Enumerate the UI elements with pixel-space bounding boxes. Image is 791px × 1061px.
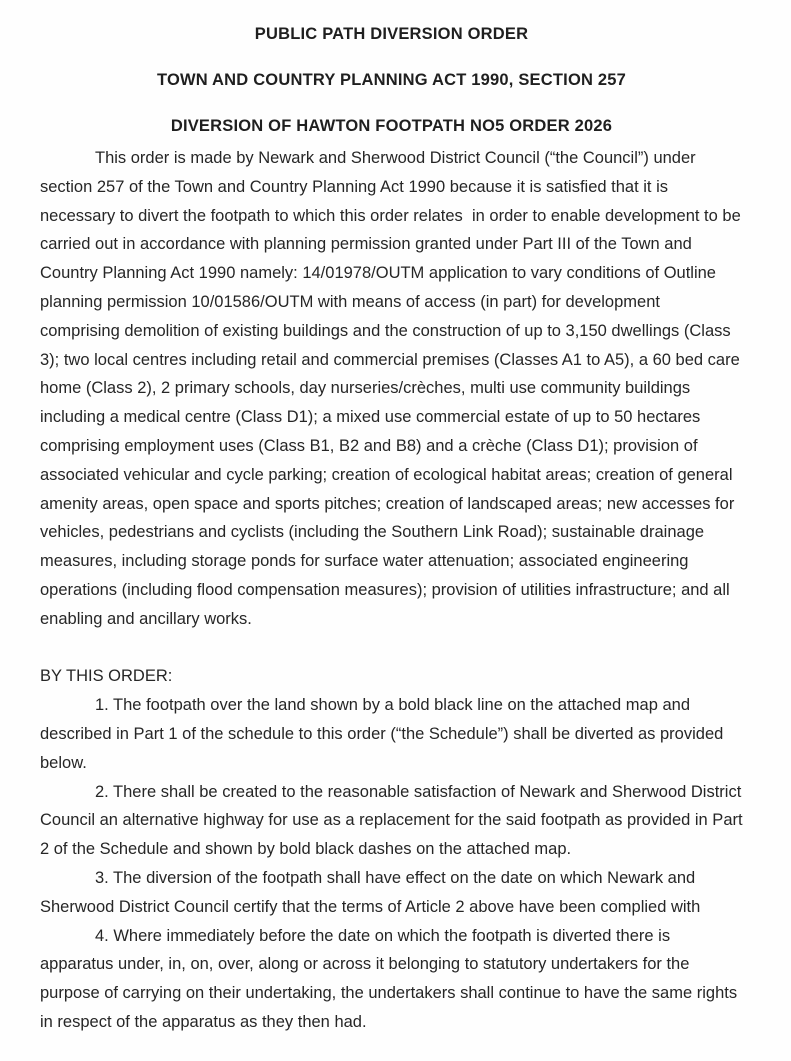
clause-3: 3. The diversion of the footpath shall have effect on the date on which Newark and Sherwood District Council certify that the terms of Article 2 above have been complied with	[40, 868, 701, 916]
doc-title-act: TOWN AND COUNTRY PLANNING ACT 1990, SECTION 257	[156, 71, 627, 89]
by-this-order-heading: BY THIS ORDER:	[40, 667, 173, 686]
clause-4: 4. Where immediately before the date on which the footpath is diverted there is apparatus under, in, on, over, along or across it belonging to statutory undertakers for the purpose of carrying on their undertaking, the undertakers shall continue to have the same rights in respect of the apparatus as they then had.	[40, 926, 742, 1031]
clause-1: 1. The footpath over the land shown by a bold black line on the attached map and described in Part 1 of the schedule to this order (“the Schedule”) shall be diverted as provided below.	[40, 696, 728, 772]
doc-title-order: PUBLIC PATH DIVERSION ORDER	[254, 25, 529, 43]
intro-paragraph: This order is made by Newark and Sherwood District Council (“the Council”) under section 257 of the Town and Country Planning Act 1990 because it is satisfied that it is necessary to divert the footpath to which this order relates in order to enable development to be carried out in accordance with planning permission granted under Part III of the Town and Country Planning Act 1990 namely: 14/01978/OUTM application to vary conditions of Outline planning permission 10/01586/OUTM with means of access (in part) for development comprising demolition of existing buildings and the construction of up to 3,150 dwellings (Class 3); two local centres including retail and commercial premises (Classes A1 to A5), a 60 bed care home (Class 2), 2 primary schools, day nurseries/crèches, multi use community buildings including a medical centre (Class D1); a mixed use commercial estate of up to 50 hectares comprising employment uses (Class B1, B2 and B8) and a crèche (Class D1); provision of associated vehicular and cycle parking; creation of ecological habitat areas; creation of general amenity areas, open space and sports pitches; creation of landscaped areas; new accesses for vehicles, pedestrians and cyclists (including the Southern Link Road); sustainable drainage measures, including storage ponds for surface water attenuation; associated engineering operations (including flood compensation measures); provision of utilities infrastructure; and all enabling and ancillary works.	[40, 149, 746, 628]
doc-title-diversion: DIVERSION OF HAWTON FOOTPATH NO5 ORDER 2026	[170, 117, 613, 135]
document-header	[40, 26, 743, 135]
clause-2: 2. There shall be created to the reasonable satisfaction of Newark and Sherwood District Council an alternative highway for use as a replacement for the said footpath as provided in Part 2 of the Schedule and shown by bold black dashes on the attached map.	[40, 782, 748, 859]
